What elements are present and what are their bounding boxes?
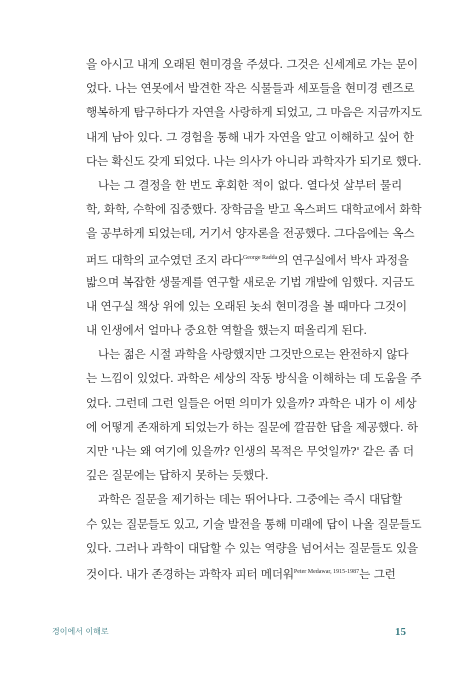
text-line: 행복하게 탐구하다가 자연을 사랑하게 되었고, 그 마음은 지금까지도: [86, 105, 422, 120]
text-segment: 는 그런: [359, 566, 396, 581]
text-line: 에 어떻게 존재하게 되었는가 하는 질문에 깔끔한 답을 제공했다. 하: [86, 419, 418, 434]
text-line: 지만 '나는 왜 여기에 있을까? 인생의 목적은 무엇일까?' 같은 좀 더: [86, 444, 414, 458]
text-segment: 퍼드 대학의 교수였던 조지 라다: [86, 252, 243, 267]
body-text: [86, 52, 422, 584]
text-line: 었다. 나는 연못에서 발견한 작은 식물들과 세포들을 현미경 렌즈로: [86, 81, 415, 96]
text-line: 있다. 그러나 과학이 대답할 수 있는 역량을 넘어서는 질문들도 있을: [86, 540, 418, 555]
text-line: 나는 젊은 시절 과학을 사랑했지만 그것만으로는 완전하지 않다: [98, 347, 409, 362]
text-line: 는 느낌이 있었다. 과학은 세상의 작동 방식을 이해하는 데 도움을 주: [86, 371, 422, 386]
text-line: [86, 246, 409, 270]
text-line: 을 아시고 내게 오래된 현미경을 주셨다. 그것은 신세계로 가는 문이: [86, 57, 418, 71]
text-line: 수 있는 질문들도 있고, 기술 발전을 통해 미래에 답이 나올 질문들도: [86, 516, 422, 531]
text-line: 깊은 질문에는 답하지 못하는 듯했다.: [86, 468, 269, 483]
text-line: 내 연구실 책상 위에 있는 오래된 놋쇠 현미경을 볼 때마다 그것이: [86, 298, 407, 313]
page-number: 15: [395, 626, 406, 638]
text-line: [86, 560, 402, 584]
text-line: 내 인생에서 얼마나 중요한 역할을 했는지 떠올리게 된다.: [86, 323, 367, 338]
text-line: 나는 그 결정을 한 번도 후회한 적이 없다. 열다섯 살부터 물리: [98, 177, 402, 192]
text-line: 과학은 질문을 제기하는 데는 뛰어나다. 그중에는 즉시 대답할: [98, 492, 402, 507]
text-segment: 것이다. 내가 존경하는 과학자 피터 메더워: [86, 566, 294, 581]
text-line: 을 공부하게 되었는데, 거기서 양자론을 전공했다. 그다음에는 옥스: [86, 226, 415, 241]
text-line: 밟으며 복잡한 생물계를 연구할 새로운 기법 개발에 임했다. 지금도: [86, 274, 415, 289]
text-line: 학, 화학, 수학에 집중했다. 장학금을 받고 옥스퍼드 대학교에서 화학: [86, 202, 422, 217]
text-line: 내게 남아 있다. 그 경험을 통해 내가 자연을 알고 이해하고 싶어 한: [86, 129, 414, 144]
text-line: 었다. 그런데 그런 일들은 어떤 의미가 있을까? 과학은 내가 이 세상: [86, 395, 417, 410]
text-segment: 의 연구실에서 박사 과정을: [277, 252, 409, 267]
text-line: 다는 확신도 갖게 되었다. 나는 의사가 아니라 과학자가 되기로 했다.: [86, 153, 422, 168]
name-annotation: Peter Medawar, 1915-1987: [293, 568, 360, 575]
page-footer: [0, 624, 470, 640]
name-annotation: George Radda: [242, 254, 278, 261]
running-title: 경이에서 이해로: [52, 627, 109, 636]
